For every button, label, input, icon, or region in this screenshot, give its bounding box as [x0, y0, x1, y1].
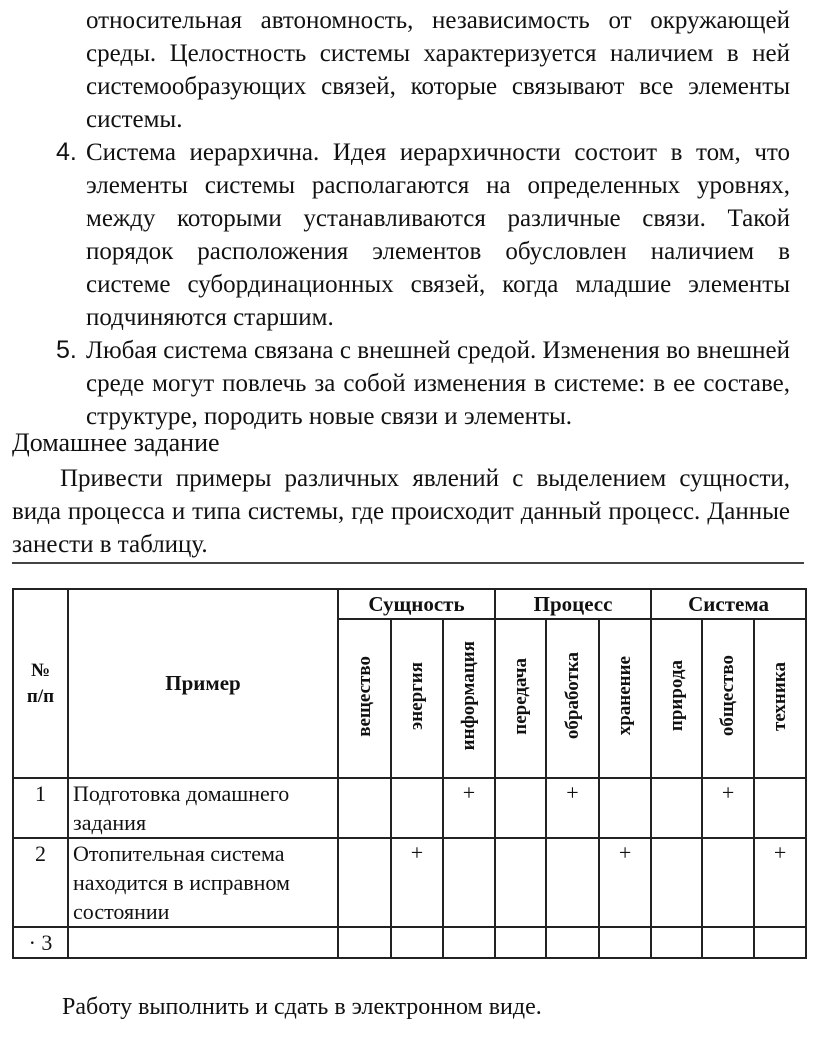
column-header: хранение [599, 619, 651, 778]
processes-table [12, 588, 807, 959]
row-mark [391, 778, 443, 838]
homework-text: Привести примеры различных явлений с выделением сущности, вида процесса и типа системы, где происходит данный процесс. Данные занести в таблицу. [12, 465, 790, 558]
row-mark [702, 838, 754, 927]
homework-heading: Домашнее задание [12, 428, 220, 457]
row-mark [443, 927, 495, 958]
group-header-system: Система [651, 589, 806, 619]
row-example [68, 927, 338, 958]
row-mark [443, 838, 495, 927]
row-mark [338, 927, 391, 958]
row-mark: + [702, 778, 754, 838]
row-mark: + [443, 778, 495, 838]
row-mark: + [391, 838, 443, 927]
row-mark [754, 778, 806, 838]
column-header: техника [754, 619, 806, 778]
column-header: энергия [391, 619, 443, 778]
item-4-number: 4. [56, 138, 77, 166]
footer-instruction: Работу выполнить и сдать в электронном виде. [62, 994, 542, 1020]
row-mark [495, 838, 546, 927]
row-mark [599, 778, 651, 838]
row-mark [338, 838, 391, 927]
column-header-number: № п/п [13, 589, 68, 778]
row-number: 2 [13, 838, 68, 927]
divider-line [12, 562, 804, 564]
row-mark: + [599, 838, 651, 927]
table-row [13, 778, 806, 838]
column-header-example: Пример [68, 589, 338, 778]
column-header: передача [495, 619, 546, 778]
group-header-process: Процесс [495, 589, 651, 619]
continuation-paragraph: относительная автономность, независимость от окружающей среды. Целостность системы характеризуется наличием в ней системообразующих связей, которые связывают все элементы системы. [86, 7, 790, 133]
column-header: общество [702, 619, 754, 778]
row-mark: + [546, 778, 599, 838]
row-number: · 3 [13, 927, 68, 958]
row-mark [754, 927, 806, 958]
row-mark [495, 927, 546, 958]
row-example: Подготовка домашнего задания [68, 778, 338, 838]
row-mark [546, 838, 599, 927]
row-mark [651, 778, 702, 838]
column-header: природа [651, 619, 702, 778]
column-header: обработка [546, 619, 599, 778]
row-mark [702, 927, 754, 958]
row-number: 1 [13, 778, 68, 838]
column-header: информация [443, 619, 495, 778]
row-mark [651, 838, 702, 927]
row-mark [391, 927, 443, 958]
item-5-number: 5. [56, 336, 77, 364]
row-mark [546, 927, 599, 958]
table-row [13, 838, 806, 927]
row-example: Отопительная система находится в исправном состоянии [68, 838, 338, 927]
item-4-paragraph: Система иерархична. Идея иерархичности состоит в том, что элементы системы располагаются на определенных уровнях, между которыми устанавливаются различные связи. Такой порядок расположения элементов обусловлен наличием в системе субординационных связей, когда младшие элементы подчиняются старшим. [86, 139, 790, 331]
row-mark: + [754, 838, 806, 927]
column-header: вещество [338, 619, 391, 778]
table-header-groups [13, 589, 806, 619]
table-row [13, 927, 806, 958]
group-header-essence: Сущность [338, 589, 495, 619]
row-mark [338, 778, 391, 838]
row-mark [495, 778, 546, 838]
item-5-paragraph: Любая система связана с внешней средой. Изменения во внешней среде могут повлечь за собой изменения в системе: в ее составе, структуре, породить новые связи и элементы. [86, 337, 790, 430]
row-mark [599, 927, 651, 958]
row-mark [651, 927, 702, 958]
